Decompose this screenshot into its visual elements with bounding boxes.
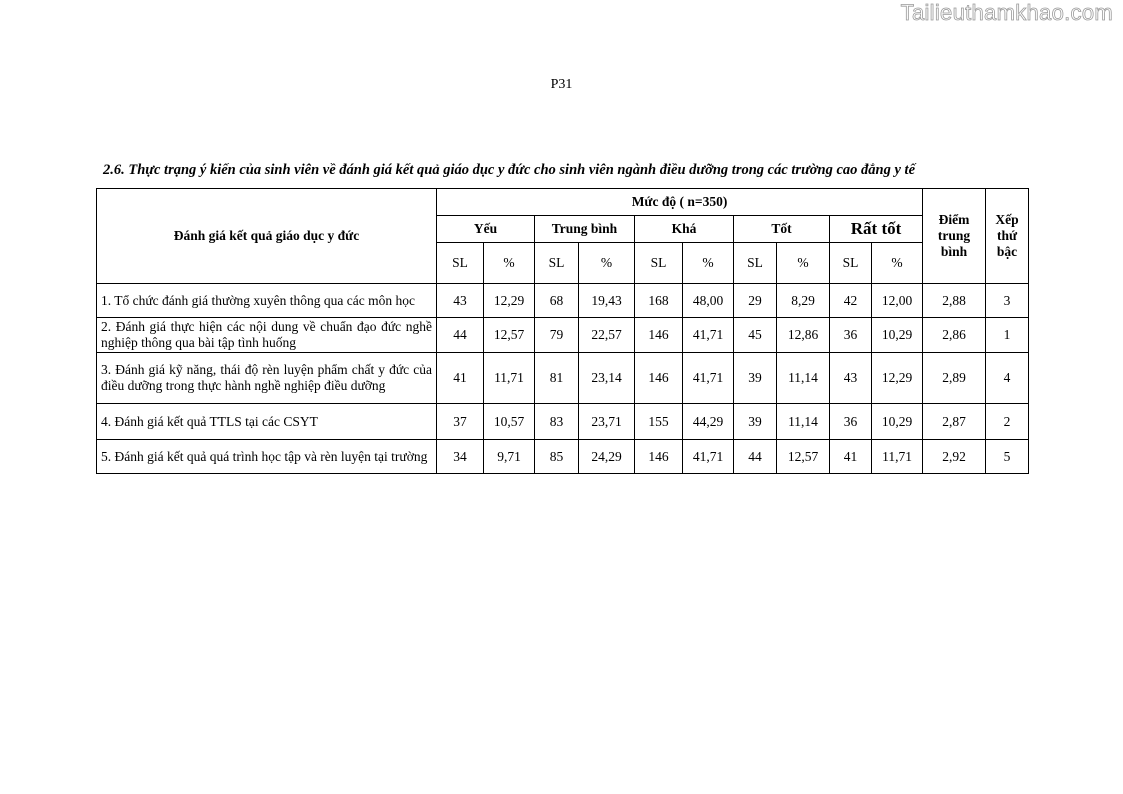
sl-header: SL: [535, 243, 579, 284]
table-row: [97, 404, 1029, 440]
value-cell: 11,14: [777, 404, 830, 440]
value-cell: 24,29: [579, 440, 635, 474]
value-cell: 39: [734, 404, 777, 440]
pct-header: %: [872, 243, 923, 284]
rank-cell: 5: [986, 440, 1029, 474]
level-excellent-header: Rất tốt: [830, 216, 923, 243]
value-cell: 41,71: [683, 318, 734, 353]
value-cell: 12,29: [484, 284, 535, 318]
average-header: Điểm trung bình: [923, 189, 986, 284]
value-cell: 11,71: [872, 440, 923, 474]
value-cell: 39: [734, 353, 777, 404]
criteria-cell: 2. Đánh giá thực hiện các nội dung về chuẩn đạo đức nghề nghiệp thông qua bài tập tình huống: [97, 318, 437, 353]
value-cell: 23,71: [579, 404, 635, 440]
value-cell: 29: [734, 284, 777, 318]
average-cell: 2,87: [923, 404, 986, 440]
value-cell: 42: [830, 284, 872, 318]
value-cell: 12,29: [872, 353, 923, 404]
level-average-header: Trung bình: [535, 216, 635, 243]
table-row: [97, 318, 1029, 353]
rank-cell: 4: [986, 353, 1029, 404]
value-cell: 19,43: [579, 284, 635, 318]
value-cell: 41: [437, 353, 484, 404]
value-cell: 68: [535, 284, 579, 318]
criteria-cell: 3. Đánh giá kỹ năng, thái độ rèn luyện phẩm chất y đức của điều dưỡng trong thực hành nghề nghiệp điều dưỡng: [97, 353, 437, 404]
criteria-header: Đánh giá kết quả giáo dục y đức: [97, 189, 437, 284]
value-cell: 146: [635, 353, 683, 404]
pct-header: %: [777, 243, 830, 284]
table-row: [97, 284, 1029, 318]
value-cell: 10,29: [872, 318, 923, 353]
criteria-cell: 4. Đánh giá kết quả TTLS tại các CSYT: [97, 404, 437, 440]
pct-header: %: [484, 243, 535, 284]
sl-header: SL: [635, 243, 683, 284]
sl-header: SL: [830, 243, 872, 284]
value-cell: 79: [535, 318, 579, 353]
page-number: P31: [550, 77, 573, 92]
rank-cell: 2: [986, 404, 1029, 440]
value-cell: 45: [734, 318, 777, 353]
evaluation-table: [96, 188, 1029, 474]
average-cell: 2,89: [923, 353, 986, 404]
value-cell: 36: [830, 404, 872, 440]
value-cell: 12,86: [777, 318, 830, 353]
value-cell: 11,14: [777, 353, 830, 404]
criteria-cell: 1. Tổ chức đánh giá thường xuyên thông qua các môn học: [97, 284, 437, 318]
value-cell: 85: [535, 440, 579, 474]
pct-header: %: [579, 243, 635, 284]
level-good-header: Tốt: [734, 216, 830, 243]
value-cell: 44: [437, 318, 484, 353]
value-cell: 23,14: [579, 353, 635, 404]
average-cell: 2,88: [923, 284, 986, 318]
value-cell: 81: [535, 353, 579, 404]
value-cell: 34: [437, 440, 484, 474]
criteria-cell: 5. Đánh giá kết quả quá trình học tập và rèn luyện tại trường: [97, 440, 437, 474]
level-fair-header: Khá: [635, 216, 734, 243]
value-cell: 41,71: [683, 440, 734, 474]
value-cell: 41: [830, 440, 872, 474]
value-cell: 36: [830, 318, 872, 353]
watermark-text: Tailieuthamkhao.com: [900, 0, 1113, 25]
value-cell: 12,00: [872, 284, 923, 318]
table-row: [97, 440, 1029, 474]
average-cell: 2,92: [923, 440, 986, 474]
value-cell: 43: [830, 353, 872, 404]
level-weak-header: Yếu: [437, 216, 535, 243]
pct-header: %: [683, 243, 734, 284]
table-row: [97, 353, 1029, 404]
rank-cell: 1: [986, 318, 1029, 353]
value-cell: 146: [635, 440, 683, 474]
sl-header: SL: [734, 243, 777, 284]
rank-cell: 3: [986, 284, 1029, 318]
value-cell: 48,00: [683, 284, 734, 318]
value-cell: 12,57: [484, 318, 535, 353]
value-cell: 155: [635, 404, 683, 440]
value-cell: 43: [437, 284, 484, 318]
value-cell: 22,57: [579, 318, 635, 353]
value-cell: 37: [437, 404, 484, 440]
value-cell: 83: [535, 404, 579, 440]
sl-header: SL: [437, 243, 484, 284]
value-cell: 41,71: [683, 353, 734, 404]
value-cell: 168: [635, 284, 683, 318]
rank-header: Xếp thứ bậc: [986, 189, 1029, 284]
average-cell: 2,86: [923, 318, 986, 353]
value-cell: 9,71: [484, 440, 535, 474]
value-cell: 146: [635, 318, 683, 353]
section-title: 2.6. Thực trạng ý kiến của sinh viên về đánh giá kết quả giáo dục y đức cho sinh viên ngành điều dưỡng trong các trường cao đẳng y tế: [103, 162, 916, 178]
value-cell: 12,57: [777, 440, 830, 474]
value-cell: 44: [734, 440, 777, 474]
value-cell: 10,57: [484, 404, 535, 440]
value-cell: 11,71: [484, 353, 535, 404]
value-cell: 8,29: [777, 284, 830, 318]
value-cell: 44,29: [683, 404, 734, 440]
level-header: Mức độ ( n=350): [437, 189, 923, 216]
value-cell: 10,29: [872, 404, 923, 440]
